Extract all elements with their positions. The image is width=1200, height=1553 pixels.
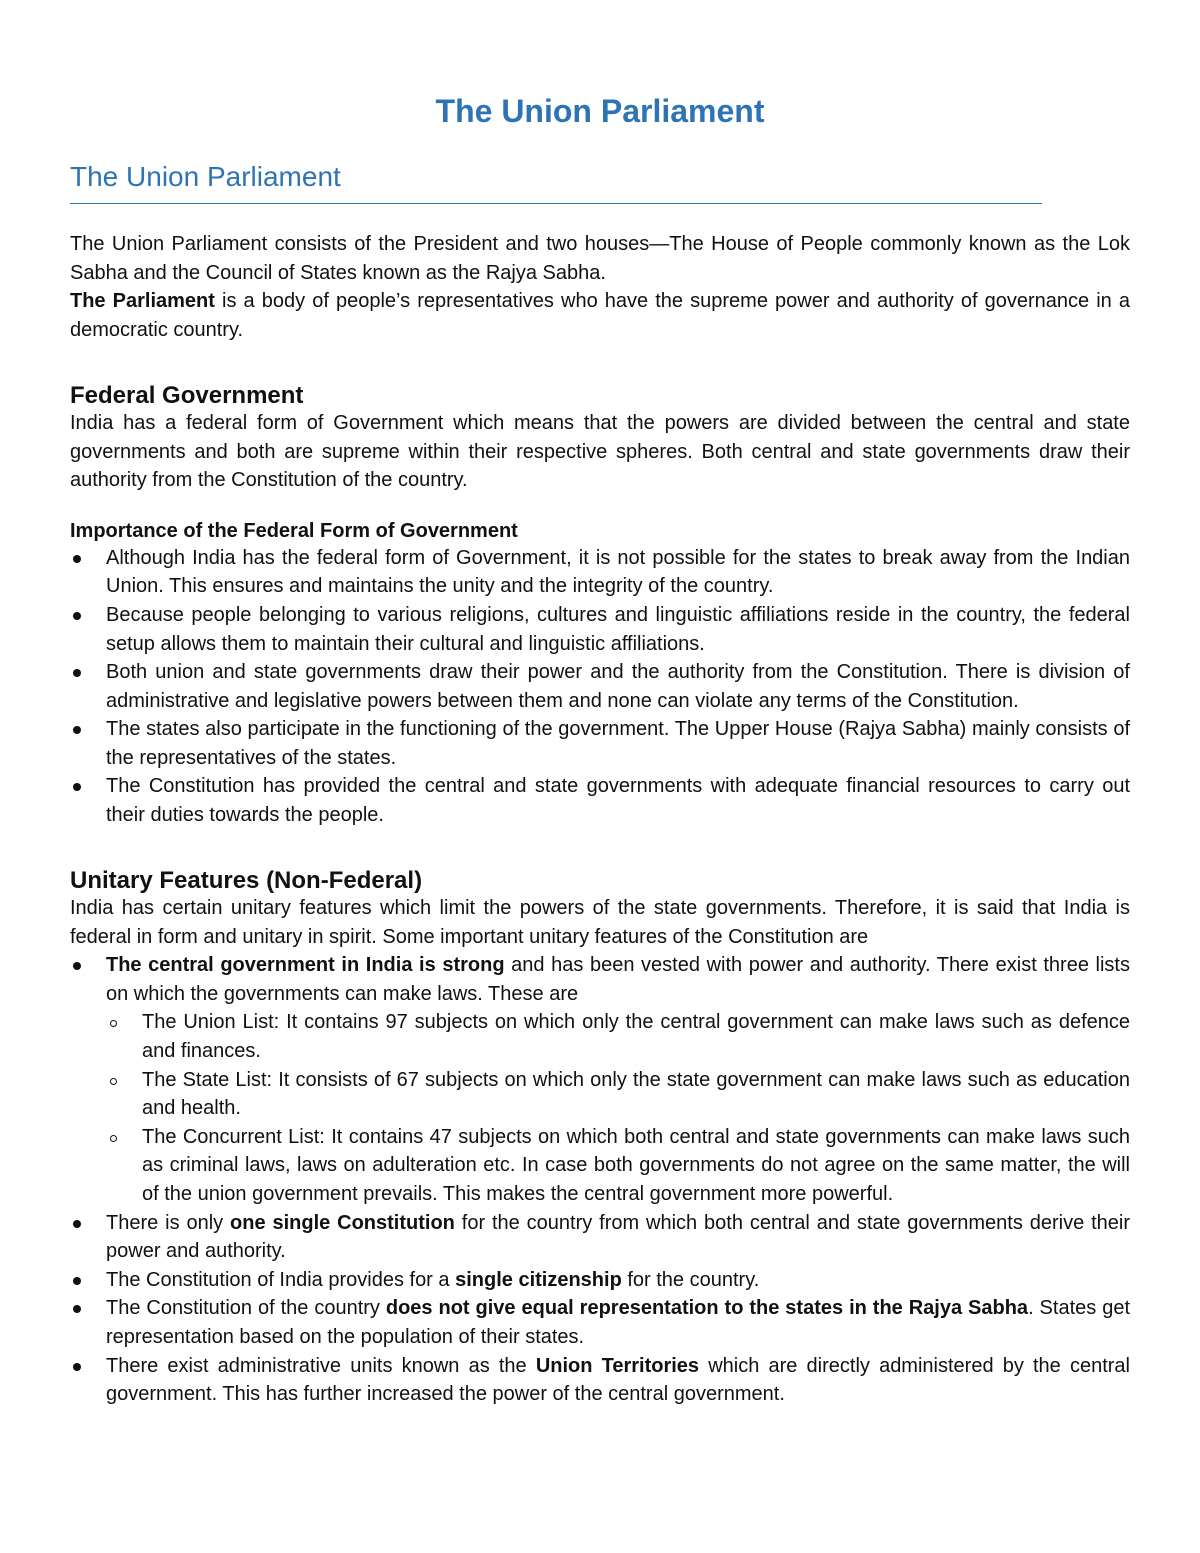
list-item: The Constitution has provided the central and state governments with adequate financial resources to carry out their duties towards the people. <box>70 772 1130 829</box>
sub-list-item: The Union List: It contains 97 subjects on which only the central government can make laws such as defence and finances. <box>106 1008 1130 1065</box>
list-item: Because people belonging to various religions, cultures and linguistic affiliations reside in the country, the federal setup allows them to maintain their cultural and linguistic affiliations. <box>70 601 1130 658</box>
list-item: There exist administrative units known as the Union Territories which are directly administered by the central government. This has further increased the power of the central government. <box>70 1352 1130 1409</box>
bullet-icon <box>73 1363 81 1371</box>
lists-sublist <box>106 1008 1130 1208</box>
unitary-paragraph: India has certain unitary features which limit the powers of the state governments. Therefore, it is said that India is federal in form and unitary in spirit. Some important unitary features of the Constitution are <box>70 897 1130 948</box>
bullet-icon <box>73 555 81 563</box>
intro-paragraph-2-rest: is a body of people’s representatives who have the supreme power and authority of governance in a democratic country. <box>70 290 1130 341</box>
unitary-heading: Unitary Features (Non-Federal) <box>70 866 423 894</box>
federal-paragraph: India has a federal form of Government which means that the powers are divided between the central and state governments and both are supreme within their respective spheres. Both central and state governments draw their authority from the Constitution of the country. <box>70 411 1130 492</box>
federal-heading: Federal Government <box>70 381 304 409</box>
importance-list <box>70 544 1130 830</box>
bullet-icon <box>73 669 81 677</box>
unitary-list <box>70 951 1130 1409</box>
bullet-icon <box>73 1220 81 1228</box>
sub-list-item: The State List: It consists of 67 subjects on which only the state government can make laws such as education and health. <box>106 1066 1130 1123</box>
document-title: The Union Parliament <box>435 93 765 129</box>
circle-bullet-icon <box>110 1135 117 1142</box>
document-page <box>70 92 1130 1409</box>
bullet-icon <box>73 1277 81 1285</box>
list-item: Although India has the federal form of Government, it is not possible for the states to break away from the Indian Union. This ensures and maintains the unity and the integrity of the country. <box>70 544 1130 601</box>
sub-list-item: The Concurrent List: It contains 47 subjects on which both central and state governments can make laws such as criminal laws, laws on adulteration etc. In case both governments do not agree on the same matter, the will of the union government prevails. This makes the central government more powerful. <box>106 1123 1130 1209</box>
circle-bullet-icon <box>110 1020 117 1027</box>
list-item: The central government in India is strong and has been vested with power and authority. There exist three lists on which the governments can make laws. These are The Union List: It contains 97 subjects on which only the central government can make laws such as defence and finances. The State List: It consists of 67 subjects on which only the state government can make laws such as education and health. The Concurrent List: It contains 47 subjects on which both central and state governments can make laws such as criminal laws, laws on adulteration etc. In case both governments do not agree on the same matter, the will of the union government prevails. This makes the central government more powerful. <box>70 951 1130 1208</box>
circle-bullet-icon <box>110 1078 117 1085</box>
list-item: The Constitution of India provides for a single citizenship for the country. <box>70 1266 1130 1295</box>
bullet-icon <box>73 962 81 970</box>
list-item: The Constitution of the country does not give equal representation to the states in the Rajya Sabha. States get representation based on the population of their states. <box>70 1294 1130 1351</box>
bullet-icon <box>73 1305 81 1313</box>
intro-paragraph-1: The Union Parliament consists of the President and two houses—The House of People commonly known as the Lok Sabha and the Council of States known as the Rajya Sabha. <box>70 233 1130 284</box>
importance-heading: Importance of the Federal Form of Government <box>70 519 518 542</box>
list-item: Both union and state governments draw their power and the authority from the Constitution. There is division of administrative and legislative powers between them and none can violate any terms of the Constitution. <box>70 658 1130 715</box>
bullet-icon <box>73 783 81 791</box>
bullet-icon <box>73 612 81 620</box>
list-item: The states also participate in the functioning of the government. The Upper House (Rajya Sabha) mainly consists of the representatives of the states. <box>70 715 1130 772</box>
intro-paragraph-2 <box>70 287 1130 344</box>
intro-bold-term: The Parliament <box>70 290 215 313</box>
bullet-icon <box>73 726 81 734</box>
section-title: The Union Parliament <box>70 162 1042 204</box>
list-item: There is only one single Constitution for the country from which both central and state governments derive their power and authority. <box>70 1209 1130 1266</box>
